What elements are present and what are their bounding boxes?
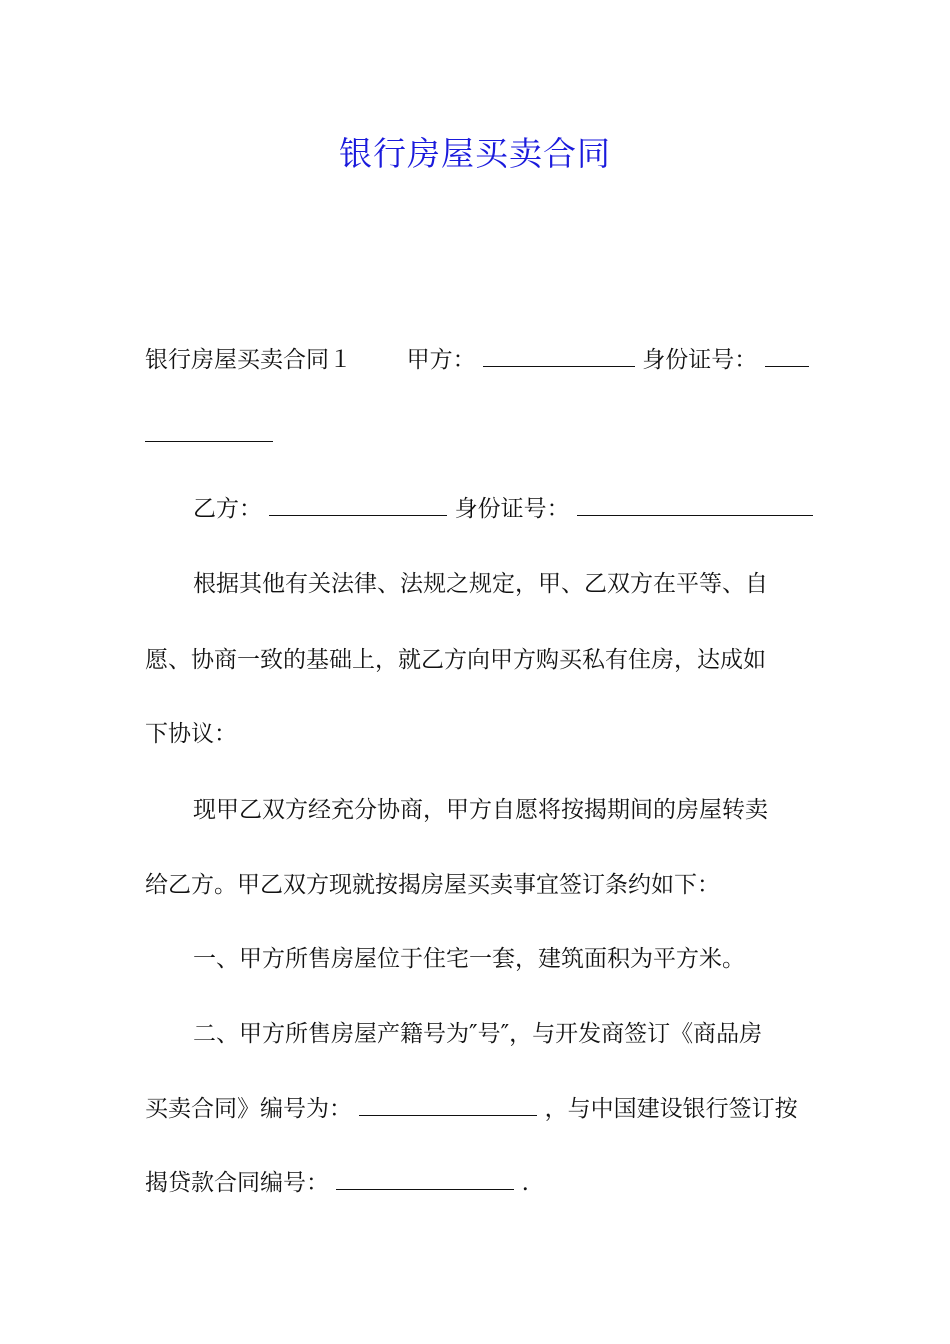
sales-contract-label: 买卖合同》编号为： <box>145 1096 352 1122</box>
clause-two-contract-line <box>145 1094 810 1124</box>
party-b-id-blank <box>577 495 813 516</box>
loan-contract-line <box>145 1168 810 1198</box>
party-a-id-blank-continued <box>145 421 273 442</box>
clause-one-line: 一、甲方所售房屋位于住宅一套，建筑面积为平方米。 <box>193 946 745 972</box>
party-b-line <box>193 494 858 524</box>
party-a-id-label: 身份证号： <box>642 347 758 373</box>
clause-two-line: 二、甲方所售房屋产籍号为″号″，与开发商签订《商品房 <box>193 1021 763 1047</box>
contract-heading-text: 银行房屋买卖合同１ <box>145 347 352 373</box>
sales-contract-number-blank <box>359 1095 537 1116</box>
party-a-line <box>145 345 810 375</box>
loan-contract-label: 揭贷款合同编号： <box>145 1170 329 1196</box>
paragraph-line: 根据其他有关法律、法规之规定，甲、乙双方在平等、自 <box>193 571 768 597</box>
party-b-label: 乙方： <box>193 496 262 522</box>
party-b-name-blank <box>269 495 447 516</box>
paragraph-line: 下协议： <box>145 721 237 747</box>
paragraph-line: 现甲乙双方经充分协商，甲方自愿将按揭期间的房屋转卖 <box>193 797 768 823</box>
sales-contract-continuation: ，与中国建设银行签订按 <box>544 1096 798 1122</box>
party-a-id-blank <box>765 346 809 367</box>
party-b-id-label: 身份证号： <box>454 496 570 522</box>
paragraph-line: 给乙方。甲乙双方现就按揭房屋买卖事宜签订条约如下： <box>145 872 720 898</box>
loan-contract-period: . <box>521 1170 529 1196</box>
party-a-label: 甲方： <box>406 347 476 373</box>
party-a-id-continuation-line <box>145 420 810 450</box>
party-a-name-blank <box>483 346 635 367</box>
document-title: 银行房屋买卖合同 <box>339 134 611 173</box>
paragraph-line: 愿、协商一致的基础上，就乙方向甲方购买私有住房，达成如 <box>145 647 766 673</box>
loan-contract-number-blank <box>336 1169 514 1190</box>
